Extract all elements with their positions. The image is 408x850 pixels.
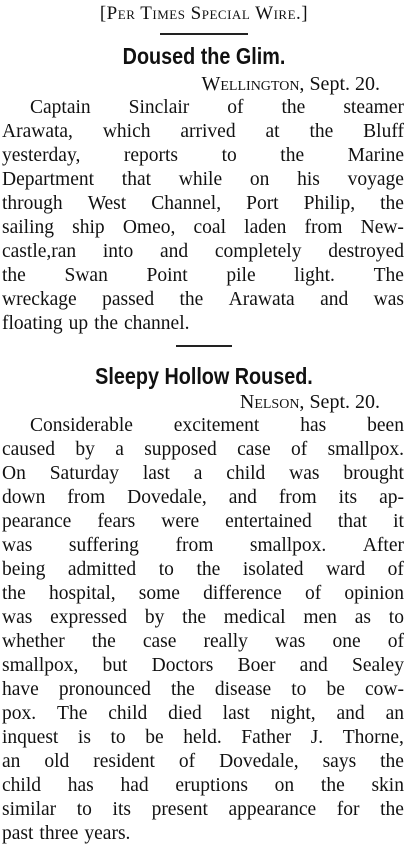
word: similar [2,799,57,820]
article-body-line [2,606,404,630]
word: Department [2,169,95,190]
word: the [380,751,404,772]
word: opinion [344,583,404,604]
word: the [182,607,206,628]
word: years. [84,823,131,844]
word: says [322,751,357,772]
article-body-line [2,288,404,312]
word: while [178,169,223,190]
article-body-line [2,678,404,702]
word: to [221,145,237,166]
word: it [393,511,404,532]
word: appearance [228,799,317,820]
word: from [175,535,214,556]
article-body-line [2,582,404,606]
word: the [94,313,118,334]
article-body-line [2,702,404,726]
word: died [168,703,202,724]
word: child [2,775,41,796]
word: which [102,121,151,142]
word: reports [123,145,179,166]
word: and [299,655,328,676]
word: night, [270,703,316,724]
word: destroyed [328,241,404,262]
word: of [178,751,196,772]
word: Point [146,265,188,286]
word: the [380,193,404,214]
article-body-line [2,168,404,192]
word: pox. [2,703,37,724]
word: ship [72,217,105,238]
word: has [67,775,94,796]
dateline-place: Nelson, [239,391,305,413]
word: Sinclair [128,97,190,118]
word: yesterday, [2,145,81,166]
article-body-line [2,726,404,750]
word: had [120,775,149,796]
word: castle,ran [2,241,77,262]
article-body-line [2,630,404,654]
word: West [87,193,127,214]
word: by [75,439,95,460]
word: to [388,607,404,628]
word: Considerable [30,415,133,436]
word: Dovedale, [127,487,207,508]
article-body-line [2,510,404,534]
word: eruptions [175,775,248,796]
word: light. [294,265,335,286]
word: to [76,799,92,820]
word: Philip, [303,193,356,214]
word: pronounced [58,679,151,700]
article-body-line [2,798,404,822]
word: has [300,415,327,436]
word: Bluff [363,121,404,142]
word: the [380,799,404,820]
word: some [138,583,180,604]
article-headline: Sleepy Hollow Roused. [95,363,313,389]
article-body-line [2,462,404,486]
word: the [320,775,345,796]
article-body-line [2,486,404,510]
word: of [387,631,404,652]
word: one [332,631,361,652]
article-body-line [2,534,404,558]
word: suffering [68,535,139,556]
word: the [179,289,204,310]
word: up [68,313,89,334]
word: was [275,631,306,652]
wire-header: [Per Times Special Wire.] [99,3,309,24]
word: for [336,799,360,820]
word: the [91,631,116,652]
word: by [144,607,165,628]
word: coal [193,217,226,238]
word: last [142,463,170,484]
word: Dovedale, [219,751,299,772]
word: case [142,631,177,652]
word: Thorne, [342,727,404,748]
word: sailing [2,217,54,238]
word: Marine [347,145,404,166]
word: supposed [144,439,217,460]
word: his [297,169,320,190]
word: past [2,823,34,844]
word: the [196,559,221,580]
word: on [249,169,270,190]
word: smallpox. [249,535,327,556]
word: caused [2,439,56,460]
article-body-line [2,264,404,288]
word: disease [214,679,272,700]
word: through [2,193,63,214]
word: smallpox. [327,439,404,460]
article-body-line [2,654,404,678]
word: cow- [364,679,404,700]
word: floating [2,313,63,334]
word: Swan [64,265,108,286]
word: of [387,559,404,580]
word: fears [97,511,136,532]
article-headline: Doused the Glim. [122,43,286,69]
word: but [102,655,128,676]
word: and [159,241,189,262]
article-body-line [2,312,404,336]
article-dateline [240,390,380,414]
word: Boer [237,655,276,676]
word: of [291,439,308,460]
word: the [309,121,334,142]
word: pearance [2,511,72,532]
word: admitted [67,559,137,580]
word: at [265,121,280,142]
word: and [228,487,257,508]
word: that [121,169,152,190]
word: completely [214,241,302,262]
word: men [303,607,337,628]
word: the [281,97,306,118]
word: The [57,703,88,724]
word: as [354,607,371,628]
word: resident [93,751,155,772]
word: a [193,463,203,484]
word: Omeo, [122,217,176,238]
article-body-line [2,144,404,168]
word: a [115,439,124,460]
dateline-date: Sept. 20. [309,73,380,95]
word: Doctors [151,655,214,676]
word: entertained [225,511,312,532]
word: Channel, [151,193,222,214]
article-body-line [2,120,404,144]
dateline-date: Sept. 20. [309,391,380,413]
word: really [203,631,248,652]
word: last [222,703,250,724]
word: channel. [123,313,190,334]
word: to [158,559,174,580]
word: isolated [242,559,304,580]
word: Saturday [49,463,120,484]
word: be [326,679,345,700]
word: inquest [2,727,59,748]
word: skin [371,775,404,796]
word: present [151,799,208,820]
word: ward [326,559,366,580]
word: an [385,703,404,724]
article-body-line [2,750,404,774]
word: Sealey [351,655,404,676]
word: to [110,727,126,748]
word: were [161,511,200,532]
word: wreckage [2,289,77,310]
word: expressed [50,607,128,628]
word: its [338,487,358,508]
word: that [337,511,368,532]
word: on [274,775,295,796]
word: was [2,607,33,628]
word: Father [241,727,292,748]
word: the [171,679,195,700]
word: arrived [180,121,236,142]
word: voyage [347,169,404,190]
word: from [278,487,317,508]
word: After [362,535,404,556]
word: was [373,289,404,310]
word: child [108,703,148,724]
word: J. [310,727,324,748]
article-body-line [2,774,404,798]
article-body-line [2,822,404,846]
section-divider [176,345,232,347]
word: Arawata [228,289,295,310]
word: into [102,241,134,262]
dateline-place: Wellington, [201,73,305,95]
article-body-line [2,192,404,216]
word: medical [223,607,286,628]
word: and [336,703,365,724]
word: being [2,559,46,580]
word: three [39,823,79,844]
word: smallpox, [2,655,79,676]
word: On [2,463,26,484]
word: the [280,145,305,166]
word: laden [244,217,287,238]
word: steamer [343,97,404,118]
word: the [2,583,26,604]
word: excitement [173,415,260,436]
word: was [289,463,320,484]
article-body-line [30,96,404,120]
word: of [304,583,322,604]
word: and [320,289,349,310]
word: of [227,97,244,118]
word: was [2,535,33,556]
word: The [373,265,404,286]
word: child [226,463,266,484]
word: have [2,679,39,700]
article-body-line [2,558,404,582]
word: Captain [30,97,91,118]
word: held. [183,727,222,748]
word: Arawata, [2,121,73,142]
word: the [2,265,26,286]
word: Port [246,193,279,214]
word: to [291,679,307,700]
word: be [145,727,164,748]
word: been [367,415,404,436]
word: hospital, [49,583,116,604]
word: passed [102,289,155,310]
article-body-line [2,240,404,264]
article-body-line [2,438,404,462]
word: its [112,799,131,820]
word: from [67,487,106,508]
word: is [77,727,91,748]
word: from [304,217,343,238]
word: pile [226,265,256,286]
word: brought [343,463,404,484]
word: old [44,751,70,772]
word: case [237,439,271,460]
article-dateline [202,72,381,96]
article-body-line [30,414,404,438]
word: down [2,487,46,508]
word: New- [360,217,404,238]
section-divider [160,33,248,35]
word: whether [2,631,65,652]
word: an [2,751,21,772]
article-body-line [2,216,404,240]
word: ap- [379,487,404,508]
word: difference [203,583,282,604]
